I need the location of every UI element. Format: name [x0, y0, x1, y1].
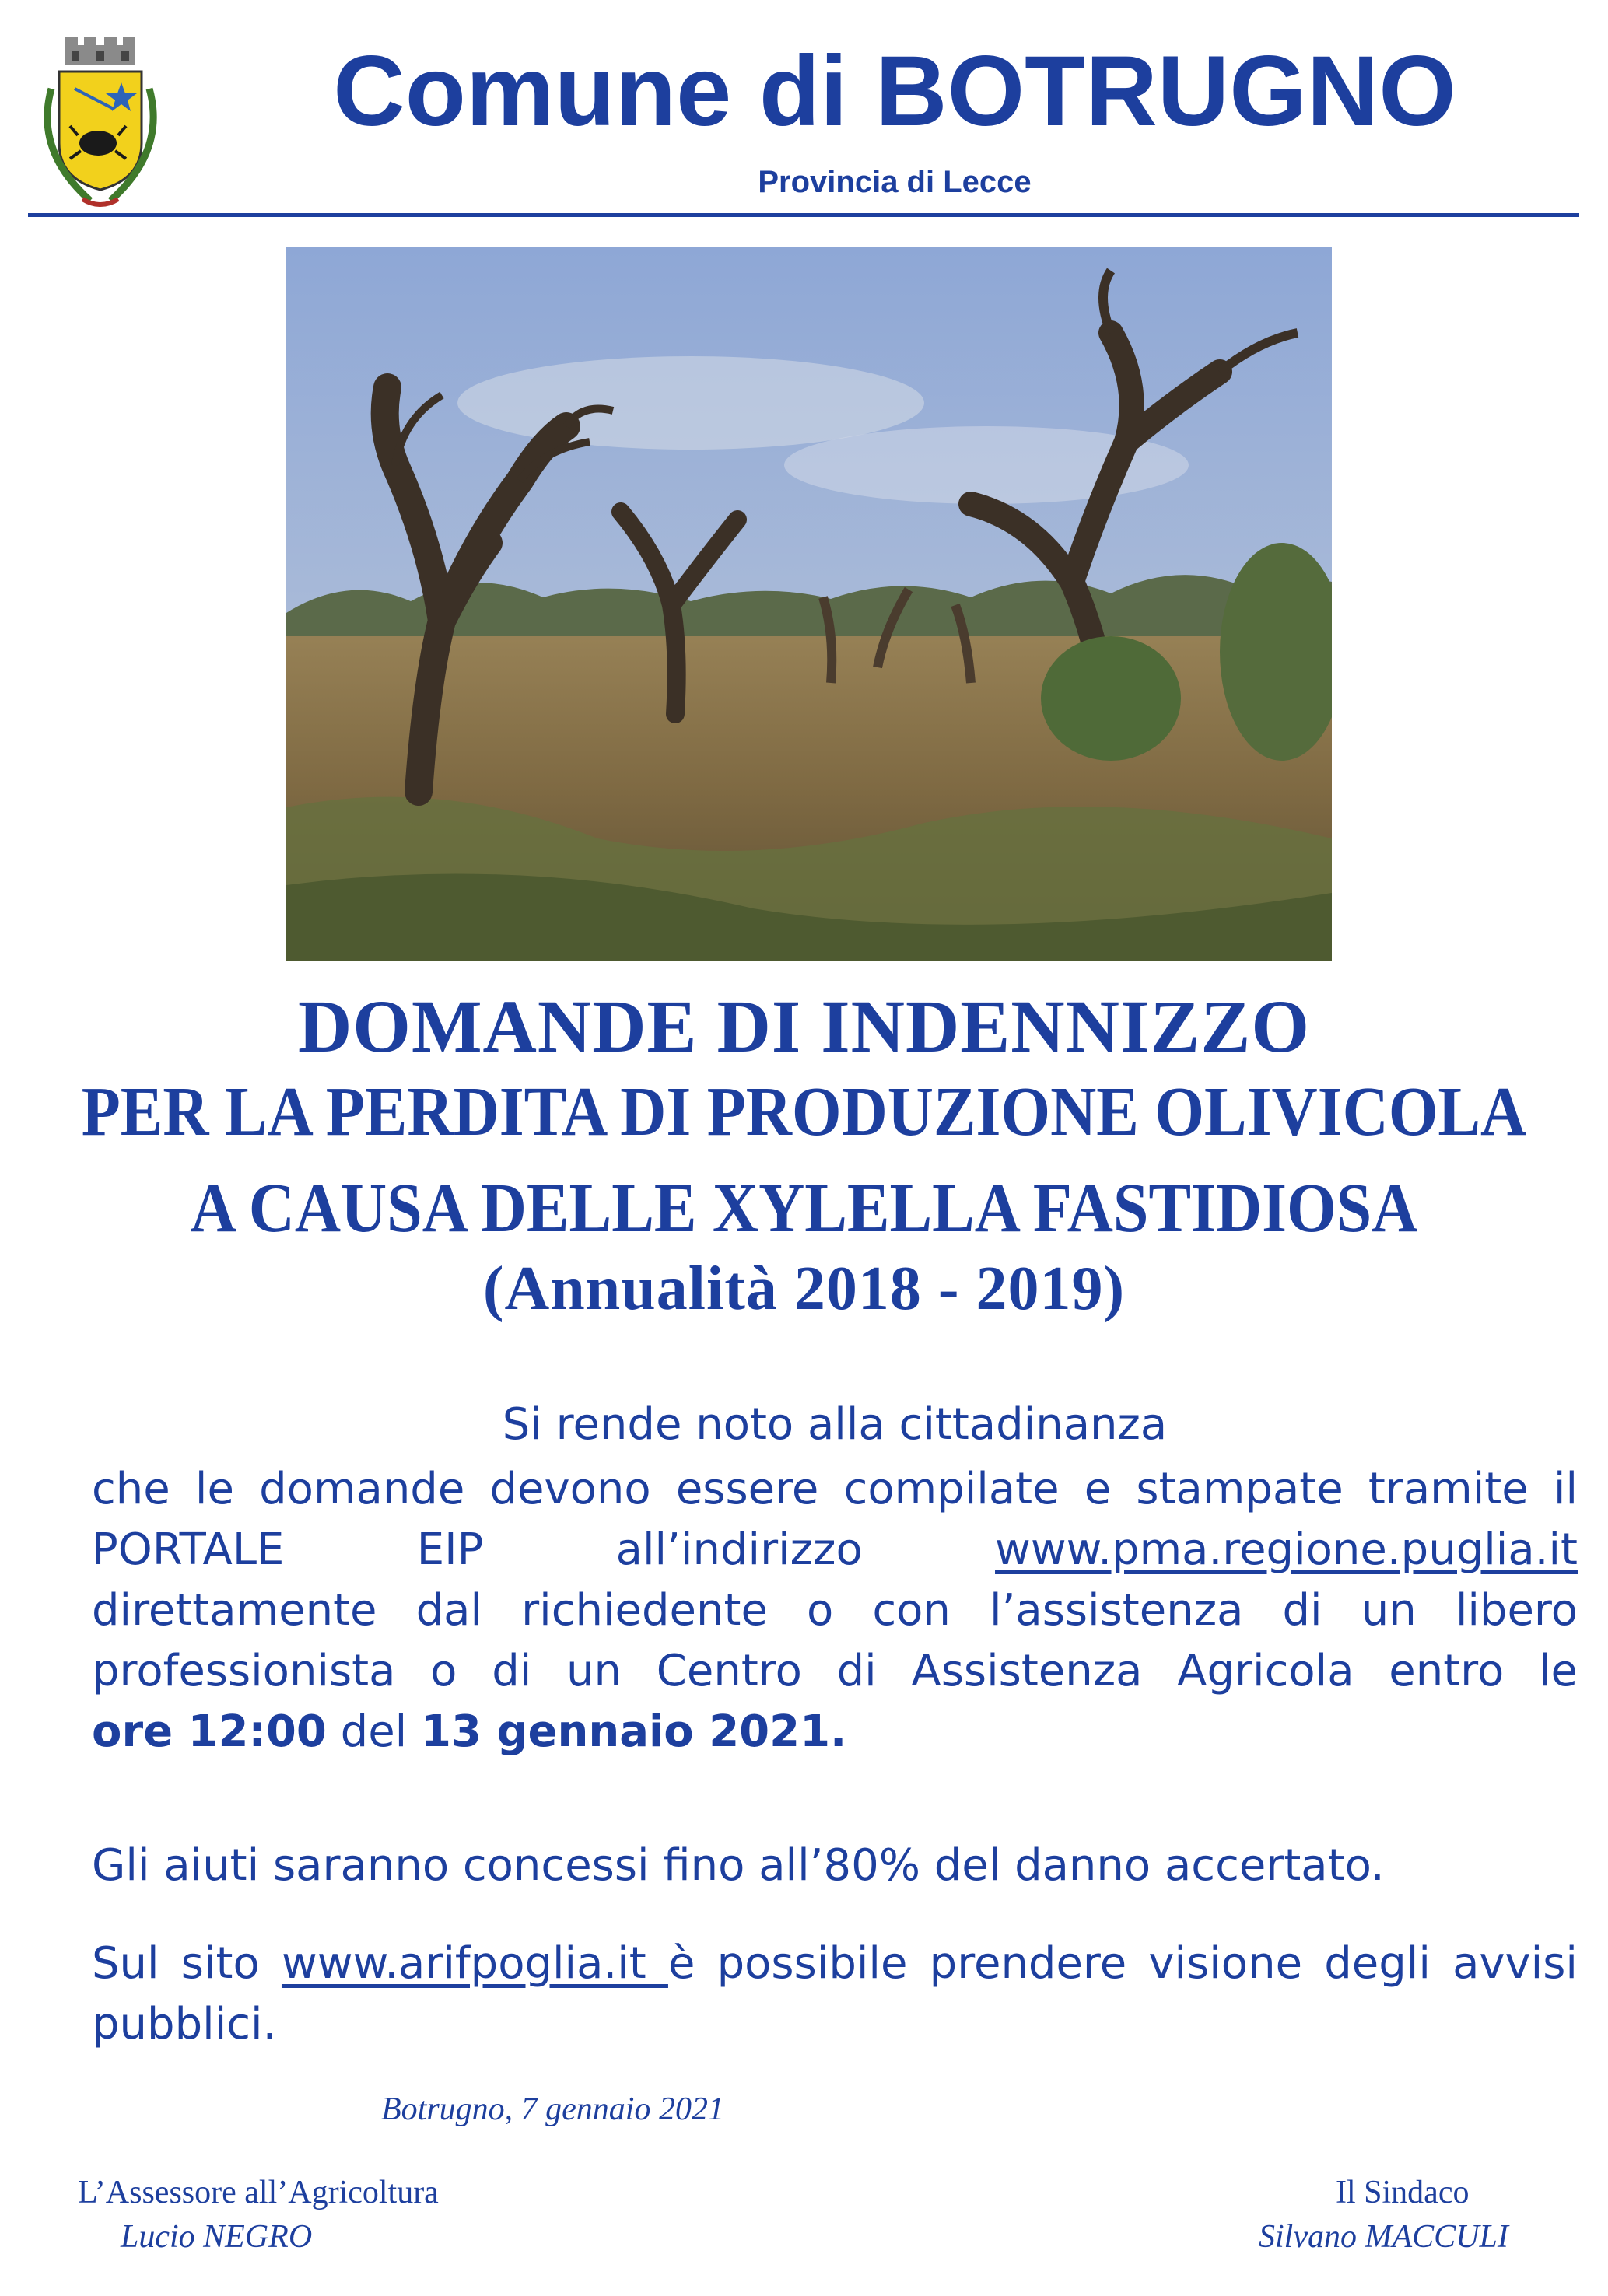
olive-grove-photo [286, 247, 1332, 961]
website-line-2: pubblici. [92, 1999, 277, 2049]
website-pre: Sul sito [92, 1938, 260, 1989]
headline-line-3: A CAUSA DELLE XYLELLA FASTIDIOSA [190, 1170, 1418, 1247]
mayor-name: Silvano MACCULI [1259, 2219, 1508, 2255]
instructions-line-1: che le domande devono essere compilate e stampate tramite il [92, 1464, 1578, 1514]
headline-years: (Annualità 2018 - 2019) [482, 1255, 1126, 1323]
arif-link[interactable]: www.arifpoglia.it [281, 1938, 668, 1989]
coat-of-arms-icon [28, 34, 173, 213]
assessor-role: L’Assessore all’Agricoltura [78, 2175, 439, 2210]
deadline-time: ore 12:00 [92, 1706, 327, 1757]
website-post: è possibile prendere visione degli avvisi [667, 1938, 1578, 1989]
instructions-line-3: direttamente dal richiedente o con l’assistenza di un libero [92, 1585, 1578, 1636]
headline-line-2: PER LA PERDITA DI PRODUZIONE OLIVICOLA [81, 1073, 1527, 1150]
deadline-line [92, 1702, 1578, 1762]
province-subtitle: Provincia di Lecce [758, 165, 1032, 199]
assessor-name: Lucio NEGRO [121, 2219, 313, 2255]
intro-text: Si rende noto alla cittadinanza [502, 1399, 1168, 1450]
website-paragraph [92, 1934, 1578, 2055]
deadline-del: del [340, 1706, 408, 1757]
headline-line-1: DOMANDE DI INDENNIZZO [297, 985, 1311, 1068]
header-divider [28, 213, 1579, 217]
deadline-date: 13 gennaio 2021. [421, 1706, 847, 1757]
aid-paragraph: Gli aiuti saranno concessi fino all’80% del danno accertato. [92, 1840, 1385, 1891]
place-date: Botrugno, 7 gennaio 2021 [381, 2091, 724, 2127]
instructions-line-4: professionista o di un Centro di Assistenza Agricola entro le [92, 1646, 1578, 1696]
website-line-1 [92, 1934, 1578, 1994]
municipality-title: Comune di BOTRUGNO [333, 36, 1456, 147]
instructions-line-2 [92, 1520, 1578, 1580]
instructions-paragraph [92, 1459, 1578, 1762]
portal-label: PORTALE EIP all’indirizzo [92, 1524, 863, 1575]
portal-link[interactable]: www.pma.regione.puglia.it [995, 1524, 1578, 1575]
mayor-role: Il Sindaco [1336, 2175, 1470, 2210]
